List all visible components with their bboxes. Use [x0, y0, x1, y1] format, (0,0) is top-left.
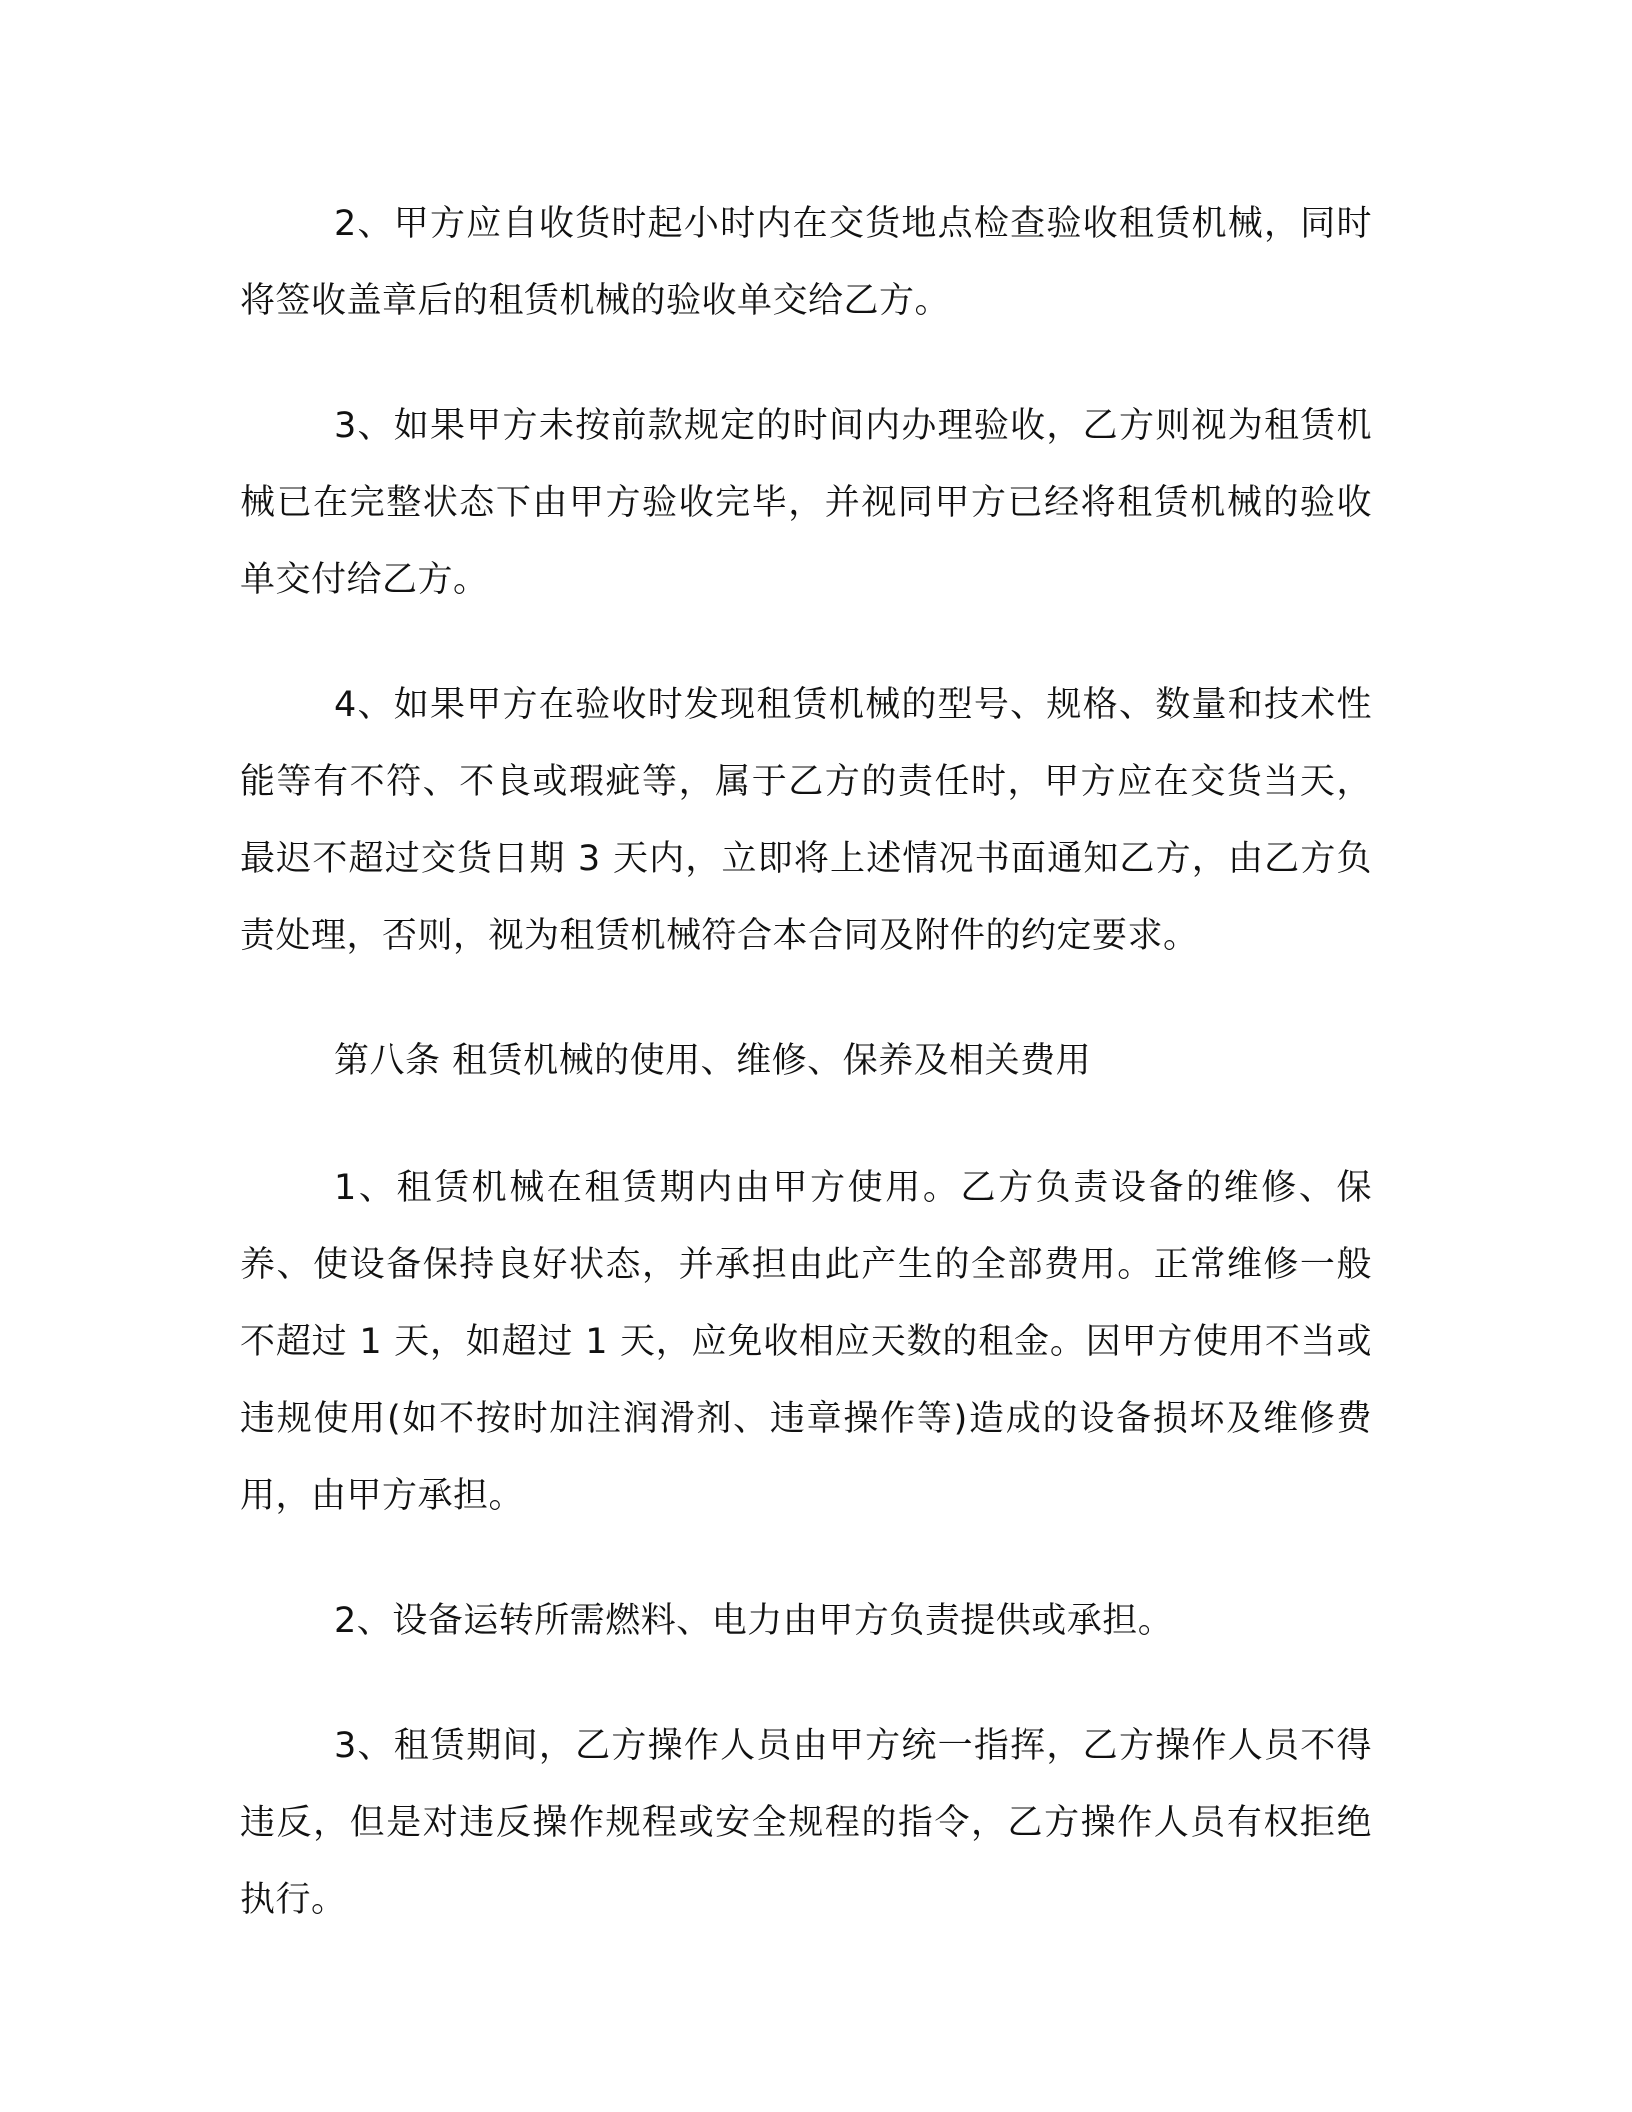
article-eight-heading: 第八条 租赁机械的使用、维修、保养及相关费用: [334, 1041, 1092, 1081]
document-body: [240, 186, 1372, 1987]
paragraph-defect-notice: 4、如果甲方在验收时发现租赁机械的型号、规格、数量和技术性能等有不符、不良或瑕疵等，属于乙方的责任时，甲方应在交货当天，最迟不超过交货日期 3 天内，立即将上述情况书面通知乙方，由乙方负责处理，否则，视为租赁机械符合本合同及附件的约定要求。: [240, 685, 1372, 956]
paragraph-acceptance-inspection: 2、甲方应自收货时起小时内在交货地点检查验收租赁机械，同时将签收盖章后的租赁机械的验收单交给乙方。: [240, 204, 1372, 321]
paragraph-deemed-acceptance: 3、如果甲方未按前款规定的时间内办理验收，乙方则视为租赁机械已在完整状态下由甲方验收完毕，并视同甲方已经将租赁机械的验收单交付给乙方。: [240, 406, 1372, 600]
paragraph-use-and-maintenance: 1、租赁机械在租赁期内由甲方使用。乙方负责设备的维修、保养、使设备保持良好状态，并承担由此产生的全部费用。正常维修一般不超过 1 天，如超过 1 天，应免收相应天数的租金。因甲方使用不当或违规使用(如不按时加注润滑剂、违章操作等)造成的设备损坏及维修费用，由甲方承担。: [240, 1168, 1372, 1516]
paragraph-operator-instructions: 3、租赁期间，乙方操作人员由甲方统一指挥，乙方操作人员不得违反，但是对违反操作规程或安全规程的指令，乙方操作人员有权拒绝执行。: [240, 1726, 1372, 1920]
paragraph-fuel-and-power: 2、设备运转所需燃料、电力由甲方负责提供或承担。: [334, 1601, 1174, 1641]
